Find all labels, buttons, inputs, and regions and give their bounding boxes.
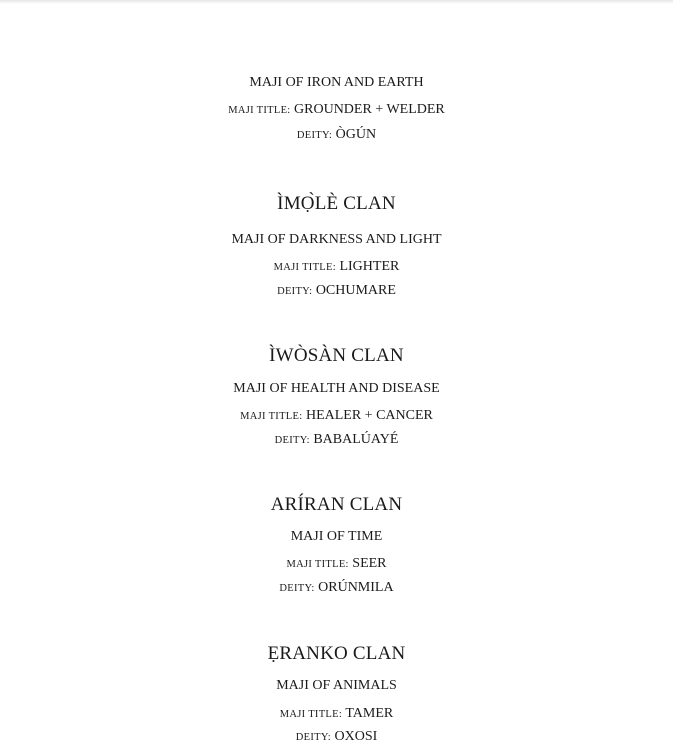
maji-title-line xyxy=(0,706,673,722)
maji-title-line xyxy=(0,259,673,275)
deity-line xyxy=(0,729,673,745)
section-domain: MAJI OF TIME xyxy=(290,529,383,544)
maji-title-label: MAJI TITLE: xyxy=(286,559,349,570)
section-domain: MAJI OF DARKNESS AND LIGHT xyxy=(231,232,442,247)
deity-value: ORÚNMILA xyxy=(318,580,394,595)
deity-value: OCHUMARE xyxy=(315,283,396,298)
clan-heading: ÌMỌ̀LÈ CLAN xyxy=(277,193,396,214)
maji-title-value: HEALER + CANCER xyxy=(305,408,433,423)
section-domain: MAJI OF HEALTH AND DISEASE xyxy=(233,381,440,396)
clan-heading: ARÍRAN CLAN xyxy=(270,494,403,515)
deity-line xyxy=(0,127,673,143)
maji-title-line xyxy=(0,408,673,424)
deity-line xyxy=(0,432,673,448)
section-domain: MAJI OF ANIMALS xyxy=(276,678,397,693)
maji-title-label: MAJI TITLE: xyxy=(228,105,291,116)
deity-label: DEITY: xyxy=(274,435,310,446)
maji-title-value: TAMER xyxy=(345,706,394,721)
maji-title-line xyxy=(0,102,673,118)
maji-title-value: GROUNDER + WELDER xyxy=(294,102,445,117)
clan-heading: ẸRANKO CLAN xyxy=(267,643,406,664)
deity-value: OXOSI xyxy=(334,729,378,744)
maji-title-label: MAJI TITLE: xyxy=(273,262,336,273)
deity-label: DEITY: xyxy=(279,583,315,594)
deity-label: DEITY: xyxy=(277,286,313,297)
maji-title-value: SEER xyxy=(352,556,387,571)
maji-title-line xyxy=(0,556,673,572)
deity-line xyxy=(0,283,673,299)
maji-title-label: MAJI TITLE: xyxy=(279,709,343,720)
deity-label: DEITY: xyxy=(295,732,331,743)
deity-value: ÒGÚN xyxy=(335,127,377,142)
maji-title-value: LIGHTER xyxy=(339,259,400,274)
clan-heading: ÌWÒSÀN CLAN xyxy=(269,345,404,366)
maji-title-label: MAJI TITLE: xyxy=(240,411,303,422)
section-domain: MAJI OF IRON AND EARTH xyxy=(249,75,424,90)
deity-value: BABALÚAYÉ xyxy=(313,432,399,447)
deity-label: DEITY: xyxy=(296,130,333,141)
deity-line xyxy=(0,580,673,596)
